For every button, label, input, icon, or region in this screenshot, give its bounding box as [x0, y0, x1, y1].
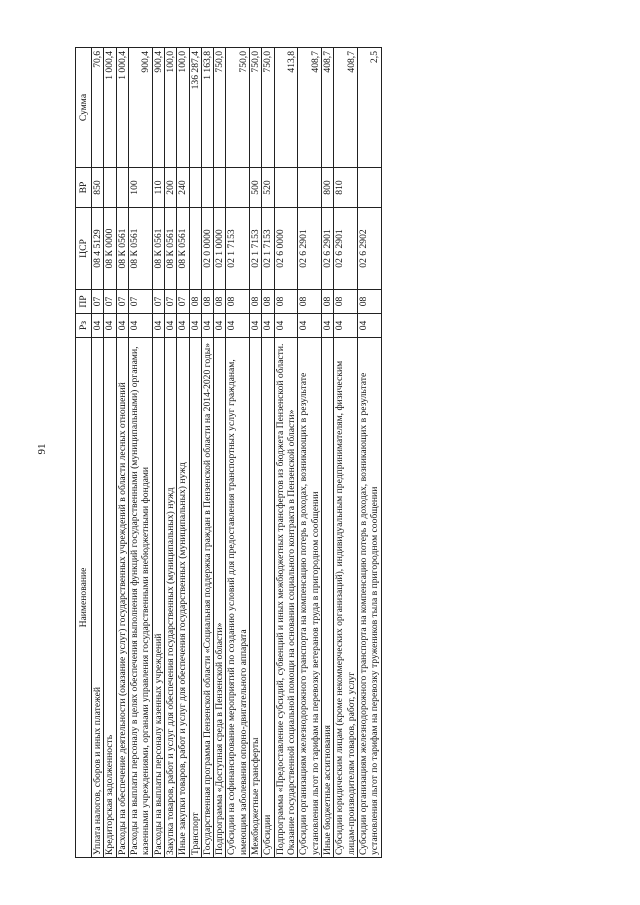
table-row — [189, 48, 201, 858]
cell-vr — [104, 168, 116, 208]
header-rz: Рз — [76, 314, 92, 338]
cell-rz: 04 — [274, 314, 298, 338]
cell-pr: 07 — [164, 290, 176, 314]
cell-name: Расходы на выплаты персоналу казенных учреждений — [152, 338, 164, 858]
cell-pr: 08 — [226, 290, 250, 314]
cell-csr: 08 К 0561 — [116, 208, 128, 290]
cell-sum: 70,6 — [92, 48, 104, 168]
cell-csr: 08 К 0561 — [164, 208, 176, 290]
budget-table-sheet — [75, 48, 555, 858]
cell-rz: 04 — [104, 314, 116, 338]
cell-name: Транспорт — [189, 338, 201, 858]
cell-vr: 500 — [250, 168, 262, 208]
table-row — [116, 48, 128, 858]
cell-vr — [116, 168, 128, 208]
cell-csr: 02 0 0000 — [201, 208, 213, 290]
cell-vr — [298, 168, 322, 208]
cell-pr: 08 — [189, 290, 201, 314]
cell-sum: 900,4 — [128, 48, 152, 168]
page-number: 91 — [36, 443, 48, 455]
cell-rz: 04 — [226, 314, 250, 338]
header-name: Наименование — [76, 338, 92, 858]
cell-name: Субсидии на софинансирование мероприятий по созданию условий для предоставления транспортных услуг гражданам, имеющим заболевания опорно-двигательного аппарата — [226, 338, 250, 858]
cell-csr: 08 К 0561 — [177, 208, 189, 290]
cell-name: Субсидии организациям железнодорожного транспорта на компенсацию потерь в доходах, возникающих в результате установления льгот по тарифам на перевозку тружеников тыла в пригородном сообщении — [357, 338, 381, 858]
cell-rz: 04 — [152, 314, 164, 338]
cell-vr: 800 — [321, 168, 333, 208]
cell-csr: 02 6 2901 — [298, 208, 322, 290]
table-row — [298, 48, 322, 858]
cell-pr: 08 — [321, 290, 333, 314]
table-row — [334, 48, 358, 858]
table-row — [226, 48, 250, 858]
cell-name: Иные бюджетные ассигнования — [321, 338, 333, 858]
cell-vr — [214, 168, 226, 208]
cell-csr: 02 1 7153 — [250, 208, 262, 290]
cell-sum: 750,0 — [214, 48, 226, 168]
cell-csr: 02 6 2901 — [334, 208, 358, 290]
table-row — [177, 48, 189, 858]
header-csr: ЦСР — [76, 208, 92, 290]
cell-sum: 750,0 — [226, 48, 250, 168]
table-row — [164, 48, 176, 858]
cell-name: Государственная программа Пензенской области «Социальная поддержка граждан в Пензенской области на 2014-2020 годы» — [201, 338, 213, 858]
cell-vr — [274, 168, 298, 208]
cell-csr: 02 1 7153 — [262, 208, 274, 290]
table-row — [201, 48, 213, 858]
cell-vr — [189, 168, 201, 208]
cell-rz: 04 — [128, 314, 152, 338]
cell-csr: 02 6 2902 — [357, 208, 381, 290]
cell-sum: 1 000,4 — [116, 48, 128, 168]
cell-sum: 750,0 — [250, 48, 262, 168]
cell-sum: 1 163,8 — [201, 48, 213, 168]
cell-rz: 04 — [262, 314, 274, 338]
header-sum: Сумма — [76, 48, 92, 168]
table-row — [92, 48, 104, 858]
table-row — [104, 48, 116, 858]
cell-rz: 04 — [214, 314, 226, 338]
table-row — [274, 48, 298, 858]
cell-pr: 08 — [250, 290, 262, 314]
cell-sum: 100,0 — [177, 48, 189, 168]
cell-csr: 08 К 0000 — [104, 208, 116, 290]
header-vr: ВР — [76, 168, 92, 208]
cell-rz: 04 — [177, 314, 189, 338]
cell-rz: 04 — [189, 314, 201, 338]
table-row — [250, 48, 262, 858]
cell-sum: 1 000,4 — [104, 48, 116, 168]
cell-name: Подпрограмма «Доступная среда в Пензенской области» — [214, 338, 226, 858]
cell-name: Субсидии юридическим лицам (кроме некоммерческих организаций), индивидуальным предпринимателям, физическим лицам-производителям товаров, работ, услуг — [334, 338, 358, 858]
cell-name: Иные закупки товаров, работ и услуг для обеспечения государственных (муниципальных) нужд — [177, 338, 189, 858]
cell-csr: 02 1 7153 — [226, 208, 250, 290]
cell-rz: 04 — [298, 314, 322, 338]
cell-vr — [357, 168, 381, 208]
cell-rz: 04 — [357, 314, 381, 338]
table-row — [321, 48, 333, 858]
cell-sum: 408,7 — [298, 48, 322, 168]
table-row — [152, 48, 164, 858]
cell-pr: 08 — [274, 290, 298, 314]
cell-rz: 04 — [321, 314, 333, 338]
table-row — [357, 48, 381, 858]
cell-vr: 200 — [164, 168, 176, 208]
budget-table — [75, 47, 382, 858]
cell-csr: 02 6 0000 — [274, 208, 298, 290]
cell-vr: 850 — [92, 168, 104, 208]
cell-pr: 08 — [298, 290, 322, 314]
cell-csr: 08 К 0561 — [152, 208, 164, 290]
table-header-row — [76, 48, 92, 858]
cell-pr: 08 — [334, 290, 358, 314]
cell-sum: 2,5 — [357, 48, 381, 168]
cell-csr: 08 К 0561 — [128, 208, 152, 290]
cell-rz: 04 — [250, 314, 262, 338]
cell-name: Субсидии — [262, 338, 274, 858]
table-row — [262, 48, 274, 858]
cell-vr: 520 — [262, 168, 274, 208]
cell-rz: 04 — [116, 314, 128, 338]
cell-pr: 08 — [357, 290, 381, 314]
cell-vr — [226, 168, 250, 208]
cell-name: Подпрограмма «Предоставление субсидий, субвенций и иных межбюджетных трансфертов из бюджета Пензенской области. Оказание государственной социальной помощи на основании социального контракта в Пензенской области» — [274, 338, 298, 858]
cell-pr: 07 — [116, 290, 128, 314]
cell-pr: 07 — [152, 290, 164, 314]
cell-pr: 07 — [104, 290, 116, 314]
cell-csr: 02 6 2901 — [321, 208, 333, 290]
header-pr: ПР — [76, 290, 92, 314]
cell-name: Расходы на обеспечение деятельности (оказание услуг) государственных учреждений в области лесных отношений — [116, 338, 128, 858]
cell-rz: 04 — [334, 314, 358, 338]
cell-pr: 08 — [201, 290, 213, 314]
table-row — [214, 48, 226, 858]
cell-csr — [189, 208, 201, 290]
cell-vr — [201, 168, 213, 208]
cell-sum: 413,8 — [274, 48, 298, 168]
cell-pr: 07 — [92, 290, 104, 314]
cell-name: Уплата налогов, сборов и иных платежей — [92, 338, 104, 858]
cell-csr: 08 4 5129 — [92, 208, 104, 290]
cell-vr: 240 — [177, 168, 189, 208]
cell-name: Расходы на выплаты персоналу в целях обеспечения выполнения функций государственными (муниципальными) органами, казенными учреждениями, органами управления государственными внебюджетными фондами — [128, 338, 152, 858]
cell-rz: 04 — [201, 314, 213, 338]
cell-pr: 07 — [177, 290, 189, 314]
cell-rz: 04 — [92, 314, 104, 338]
cell-name: Кредиторская задолженность — [104, 338, 116, 858]
cell-sum: 408,7 — [334, 48, 358, 168]
cell-sum: 900,4 — [152, 48, 164, 168]
cell-rz: 04 — [164, 314, 176, 338]
cell-sum: 750,0 — [262, 48, 274, 168]
cell-name: Межбюджетные трансферты — [250, 338, 262, 858]
cell-vr: 810 — [334, 168, 358, 208]
cell-vr: 110 — [152, 168, 164, 208]
cell-pr: 08 — [214, 290, 226, 314]
cell-sum: 100,0 — [164, 48, 176, 168]
cell-name: Закупка товаров, работ и услуг для обеспечения государственных (муниципальных) нужд — [164, 338, 176, 858]
cell-name: Субсидии организациям железнодорожного транспорта на компенсацию потерь в доходах, возникающих в результате установления льгот по тарифам на перевозку ветеранов труда в пригородном сообщении — [298, 338, 322, 858]
table-row — [128, 48, 152, 858]
cell-csr: 02 1 0000 — [214, 208, 226, 290]
cell-sum: 136 287,4 — [189, 48, 201, 168]
cell-vr: 100 — [128, 168, 152, 208]
cell-pr: 07 — [128, 290, 152, 314]
cell-sum: 408,7 — [321, 48, 333, 168]
cell-pr: 08 — [262, 290, 274, 314]
